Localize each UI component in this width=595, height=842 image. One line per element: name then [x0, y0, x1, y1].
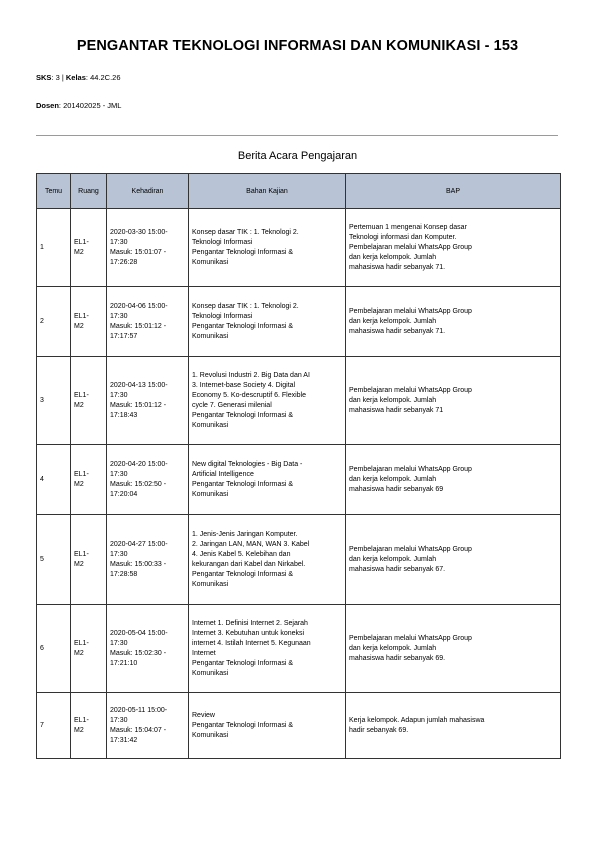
document-title: PENGANTAR TEKNOLOGI INFORMASI DAN KOMUNIKASI - 153 — [76, 38, 519, 54]
room-cell — [71, 693, 107, 759]
attendance-cell-line: 17:26:28 — [110, 258, 138, 266]
material-cell-line: Komunikasi — [192, 332, 229, 340]
bap-cell-line: dan kerja kelompok. Jumlah — [349, 555, 437, 563]
bap-cell-line: Pembelajaran melalui WhatsApp Group — [349, 545, 472, 553]
table-row — [37, 605, 561, 693]
col-header-bap: BAP — [346, 174, 561, 209]
room-cell-line: EL1- — [74, 470, 89, 478]
material-cell-line: 2. Jaringan LAN, MAN, WAN 3. Kabel — [192, 540, 310, 548]
attendance-cell-line: 17:18:43 — [110, 411, 138, 419]
attendance-cell-line: 2020-05-11 15:00- — [110, 706, 168, 714]
room-cell-line: M2 — [74, 726, 84, 734]
material-cell-line: internet 4. Istilah Internet 5. Kegunaan — [192, 639, 311, 647]
material-cell-line: Konsep dasar TIK : 1. Teknologi 2. — [192, 228, 299, 236]
bap-cell — [346, 357, 561, 445]
room-cell-line: M2 — [74, 322, 84, 330]
room-cell-line: M2 — [74, 649, 84, 657]
bap-cell — [346, 515, 561, 605]
bap-cell-line: Pembelajaran melalui WhatsApp Group — [349, 243, 472, 251]
attendance-cell-line: 17:28:58 — [110, 570, 138, 578]
attendance-cell-line: 17:30 — [110, 312, 128, 320]
attendance-cell-line: 17:30 — [110, 470, 128, 478]
material-cell-line: Pengantar Teknologi Informasi & — [192, 322, 294, 330]
material-cell-line: 3. Internet-base Society 4. Digital — [192, 381, 296, 389]
attendance-cell-line: Masuk: 15:01:07 - — [110, 248, 167, 256]
bap-cell-line: dan kerja kelompok. Jumlah — [349, 317, 437, 325]
sks-value: : 3 — [51, 73, 60, 82]
attendance-cell-line: 17:20:04 — [110, 490, 138, 498]
room-cell — [71, 357, 107, 445]
attendance-cell-line: Masuk: 15:01:12 - — [110, 401, 167, 409]
sks-label: SKS — [36, 73, 52, 82]
kelas-value: : 44.2C.26 — [85, 73, 121, 82]
material-cell-line: kekurangan dari Kabel dan Nirkabel. — [192, 560, 306, 568]
material-cell — [189, 287, 346, 357]
material-cell-line: Economy 5. Ko-descruptif 6. Flexible — [192, 391, 306, 399]
bap-cell-line: mahasiswa hadir sebanyak 71. — [349, 327, 446, 335]
room-cell — [71, 605, 107, 693]
bap-cell — [346, 209, 561, 287]
room-cell-line: EL1- — [74, 312, 89, 320]
material-cell-line: Pengantar Teknologi Informasi & — [192, 248, 294, 256]
meeting-number-cell: 2 — [37, 287, 71, 357]
bap-table — [36, 173, 561, 759]
dosen-value: : 201402025 - JML — [58, 101, 122, 110]
attendance-cell-line: 2020-04-06 15:00- — [110, 302, 168, 310]
material-cell-line: 1. Revolusi Industri 2. Big Data dan AI — [192, 371, 310, 379]
material-cell-line: Komunikasi — [192, 731, 229, 739]
material-cell — [189, 515, 346, 605]
attendance-cell-line: 17:30 — [110, 716, 128, 724]
attendance-cell-line: 2020-04-13 15:00- — [110, 381, 168, 389]
attendance-cell-line: 17:30 — [110, 238, 128, 246]
material-cell-line: Komunikasi — [192, 258, 229, 266]
meeting-number-cell: 7 — [37, 693, 71, 759]
material-cell — [189, 209, 346, 287]
room-cell-line: M2 — [74, 401, 84, 409]
material-cell-line: Artificial Intelligence — [192, 470, 254, 478]
room-cell-line: EL1- — [74, 716, 89, 724]
attendance-cell-line: 2020-04-20 15:00- — [110, 460, 168, 468]
attendance-cell-line: 17:30 — [110, 639, 128, 647]
col-header-kehadiran: Kehadiran — [107, 174, 189, 209]
attendance-cell-line: Masuk: 15:02:30 - — [110, 649, 167, 657]
bap-cell-line: mahasiswa hadir sebanyak 69. — [349, 654, 446, 662]
material-cell-line: Teknologi Informasi — [192, 238, 253, 246]
bap-cell-line: dan kerja kelompok. Jumlah — [349, 475, 437, 483]
bap-cell-line: hadir sebanyak 69. — [349, 726, 409, 734]
table-header-row — [37, 174, 561, 209]
bap-cell-line: Pertemuan 1 mengenai Konsep dasar — [349, 223, 467, 231]
material-cell-line: Pengantar Teknologi Informasi & — [192, 570, 294, 578]
attendance-cell-line: 17:30 — [110, 550, 128, 558]
section-title: Berita Acara Pengajaran — [237, 150, 358, 162]
material-cell-line: Review — [192, 711, 215, 719]
bap-cell-line: mahasiswa hadir sebanyak 71. — [349, 263, 446, 271]
material-cell-line: cycle 7. Generasi milenial — [192, 401, 272, 409]
material-cell-line: Komunikasi — [192, 580, 229, 588]
room-cell — [71, 445, 107, 515]
table-row — [37, 515, 561, 605]
bap-cell — [346, 287, 561, 357]
attendance-cell-line: 17:31:42 — [110, 736, 138, 744]
room-cell-line: EL1- — [74, 639, 89, 647]
room-cell-line: M2 — [74, 248, 84, 256]
bap-cell — [346, 445, 561, 515]
attendance-cell-line: Masuk: 15:00:33 - — [110, 560, 167, 568]
col-header-ruang: Ruang — [71, 174, 107, 209]
bap-cell-line: Pembelajaran melalui WhatsApp Group — [349, 634, 472, 642]
material-cell-line: Pengantar Teknologi Informasi & — [192, 721, 294, 729]
room-cell — [71, 287, 107, 357]
divider — [36, 135, 558, 136]
room-cell-line: EL1- — [74, 391, 89, 399]
attendance-cell — [107, 605, 189, 693]
bap-cell-line: Pembelajaran melalui WhatsApp Group — [349, 307, 472, 315]
material-cell-line: Internet 1. Definisi Internet 2. Sejarah — [192, 619, 308, 627]
meeting-number-cell: 4 — [37, 445, 71, 515]
material-cell — [189, 605, 346, 693]
bap-cell-line: dan kerja kelompok. Jumlah — [349, 253, 437, 261]
meeting-number-cell: 1 — [37, 209, 71, 287]
attendance-cell — [107, 693, 189, 759]
table-row — [37, 287, 561, 357]
bap-cell-line: mahasiswa hadir sebanyak 67. — [349, 565, 446, 573]
attendance-cell — [107, 515, 189, 605]
bap-cell-line: Pembelajaran melalui WhatsApp Group — [349, 465, 472, 473]
bap-cell-line: mahasiswa hadir sebanyak 69 — [349, 485, 444, 493]
material-cell-line: New digital Teknologies - Big Data - — [192, 460, 303, 468]
attendance-cell-line: Masuk: 15:01:12 - — [110, 322, 167, 330]
bap-cell-line: Kerja kelompok. Adapun jumlah mahasiswa — [349, 716, 485, 724]
meeting-number-cell: 6 — [37, 605, 71, 693]
material-cell-line: Komunikasi — [192, 669, 229, 677]
attendance-cell-line: Masuk: 15:04:07 - — [110, 726, 167, 734]
attendance-cell-line: 17:21:10 — [110, 659, 138, 667]
material-cell-line: Komunikasi — [192, 421, 229, 429]
material-cell-line: Teknologi Informasi — [192, 312, 253, 320]
dosen-label: Dosen — [36, 101, 59, 110]
material-cell-line: Komunikasi — [192, 490, 229, 498]
table-row — [37, 445, 561, 515]
room-cell — [71, 209, 107, 287]
col-header-bahan-kajian: Bahan Kajian — [189, 174, 346, 209]
room-cell-line: M2 — [74, 560, 84, 568]
room-cell-line: M2 — [74, 480, 84, 488]
bap-cell-line: mahasiswa hadir sebanyak 71 — [349, 406, 444, 414]
bap-cell — [346, 605, 561, 693]
bap-cell-line: Teknologi informasi dan Komputer. — [349, 233, 457, 241]
material-cell — [189, 445, 346, 515]
bap-cell-line: Pembelajaran melalui WhatsApp Group — [349, 386, 472, 394]
attendance-cell — [107, 209, 189, 287]
attendance-cell-line: 17:30 — [110, 391, 128, 399]
meeting-number-cell: 5 — [37, 515, 71, 605]
bap-cell-line: dan kerja kelompok. Jumlah — [349, 396, 437, 404]
attendance-cell-line: 2020-04-27 15:00- — [110, 540, 168, 548]
attendance-cell-line: 2020-05-04 15:00- — [110, 629, 168, 637]
material-cell-line: 1. Jenis-Jenis Jaringan Komputer. — [192, 530, 298, 538]
material-cell-line: Pengantar Teknologi Informasi & — [192, 411, 294, 419]
room-cell-line: EL1- — [74, 550, 89, 558]
bap-cell-line: dan kerja kelompok. Jumlah — [349, 644, 437, 652]
material-cell-line: 4. Jenis Kabel 5. Kelebihan dan — [192, 550, 291, 558]
attendance-cell-line: Masuk: 15:02:50 - — [110, 480, 167, 488]
attendance-cell-line: 2020-03-30 15:00- — [110, 228, 168, 236]
material-cell — [189, 357, 346, 445]
material-cell-line: Internet — [192, 649, 216, 657]
table-row — [37, 693, 561, 759]
material-cell — [189, 693, 346, 759]
course-info: SKS: 3 | Kelas: 44.2C.26 — [36, 73, 121, 82]
table-row — [37, 209, 561, 287]
room-cell — [71, 515, 107, 605]
kelas-label: Kelas — [65, 73, 86, 82]
attendance-cell-line: 17:17:57 — [110, 332, 138, 340]
room-cell-line: EL1- — [74, 238, 89, 246]
attendance-cell — [107, 357, 189, 445]
meeting-number-cell: 3 — [37, 357, 71, 445]
table-row — [37, 357, 561, 445]
material-cell-line: Pengantar Teknologi Informasi & — [192, 480, 294, 488]
material-cell-line: Internet 3. Kebutuhan untuk koneksi — [192, 629, 305, 637]
lecturer-info — [36, 101, 121, 110]
attendance-cell — [107, 287, 189, 357]
material-cell-line: Konsep dasar TIK : 1. Teknologi 2. — [192, 302, 299, 310]
bap-cell — [346, 693, 561, 759]
col-header-temu: Temu — [37, 174, 71, 209]
material-cell-line: Pengantar Teknologi Informasi & — [192, 659, 294, 667]
attendance-cell — [107, 445, 189, 515]
